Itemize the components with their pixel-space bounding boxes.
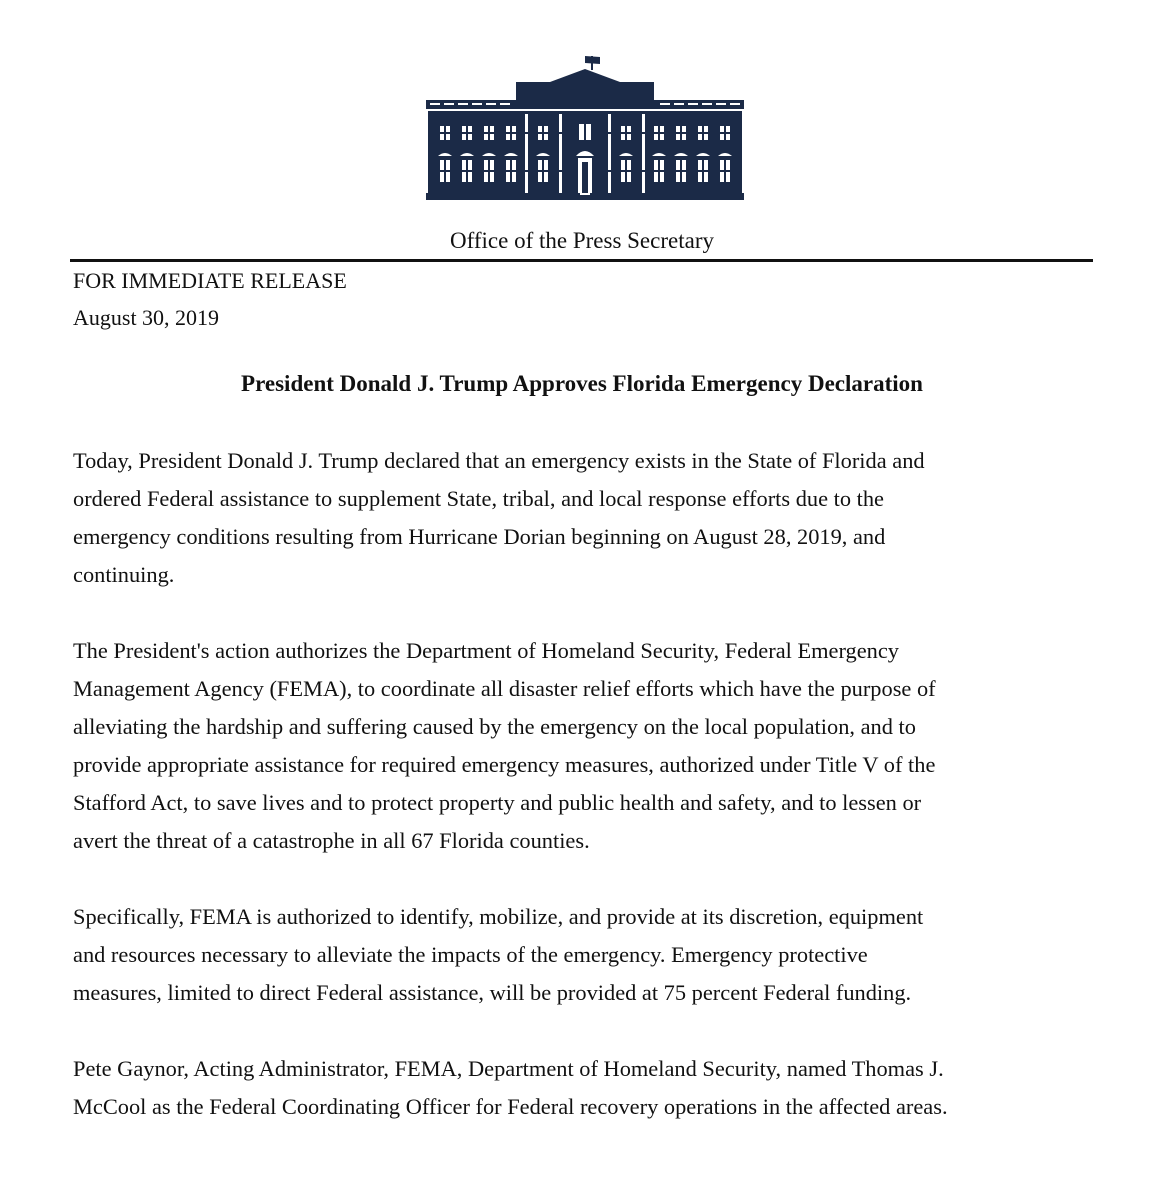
paragraph-fema-measures: Specifically, FEMA is authorized to identify, mobilize, and provide at its discretion, equipment and resources necessary to alleviate the impacts of the emergency. Emergency protective measures, limited to direct Federal assistance, will be provided at 75 percent Federal funding. — [73, 904, 924, 1005]
release-label: FOR IMMEDIATE RELEASE — [73, 268, 347, 293]
press-release-body — [73, 442, 1113, 1164]
press-release-headline: President Donald J. Trump Approves Florida Emergency Declaration — [241, 371, 923, 396]
paragraph-declaration: Today, President Donald J. Trump declared that an emergency exists in the State of Florida and ordered Federal assistance to supplement State, tribal, and local response efforts due to the emergency conditions resulting from Hurricane Dorian beginning on August 28, 2019, and continuing. — [73, 448, 925, 587]
release-date: August 30, 2019 — [73, 305, 220, 330]
paragraph-coordinating-officer: Pete Gaynor, Acting Administrator, FEMA, Department of Homeland Security, named Thomas J. McCool as the Federal Coordinating Officer for Federal recovery operations in the affected areas. — [73, 1056, 948, 1119]
office-title: Office of the Press Secretary — [450, 228, 714, 253]
paragraph-authorization: The President's action authorizes the Department of Homeland Security, Federal Emergency Management Agency (FEMA), to coordinate all disaster relief efforts which have the purpose of alleviating the hardship and suffering caused by the emergency on the local population, and to provide appropriate assistance for required emergency measures, authorized under Title V of the Stafford Act, to save lives and to protect property and public health and safety, and to lessen or avert the threat of a catastrophe in all 67 Florida counties. — [73, 638, 936, 853]
header-divider — [70, 259, 1093, 262]
white-house-icon — [426, 52, 744, 202]
